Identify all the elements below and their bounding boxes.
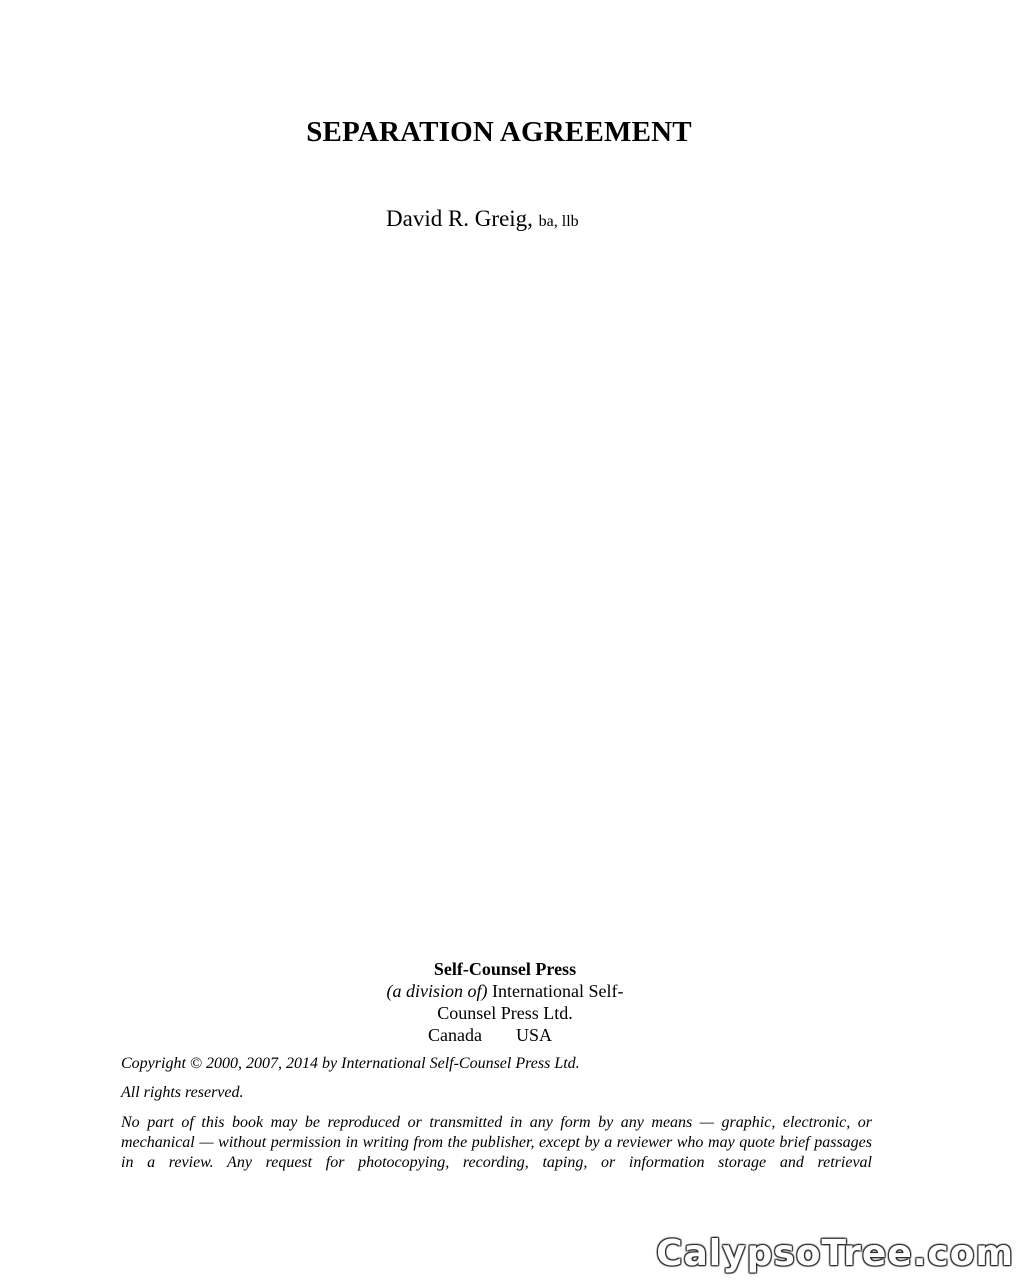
author-credentials: ba, llb <box>538 213 579 230</box>
country-canada: Canada <box>428 1025 482 1045</box>
publisher-name: Self-Counsel Press <box>433 959 577 979</box>
document-title: SEPARATION AGREEMENT <box>306 116 692 148</box>
publisher-countries <box>360 1024 650 1046</box>
division-name-1: International Self- <box>492 981 624 1001</box>
author-name: David R. Greig, <box>386 206 533 231</box>
publisher-block <box>360 958 650 1046</box>
rights-reserved: All rights reserved. <box>121 1084 244 1101</box>
reproduction-notice: No part of this book may be reproduced or transmitted in any form by any means — graphic, electronic, or mechanical — without permission in writing from the publisher, except by a reviewer who may quote brief passages in a review. Any request for photocopying, recording, taping, or information storage and retrieval <box>121 1114 872 1171</box>
copyright-notice: Copyright © 2000, 2007, 2014 by International Self-Counsel Press Ltd. <box>121 1055 580 1072</box>
country-usa: USA <box>515 1025 552 1045</box>
division-name-2: Counsel Press Ltd. <box>437 1003 573 1023</box>
publisher-division-line <box>360 980 650 1002</box>
division-prefix: (a division of) <box>386 981 488 1001</box>
author-line <box>386 206 579 232</box>
watermark-logo: CalypsoTree.com <box>656 1233 1014 1274</box>
